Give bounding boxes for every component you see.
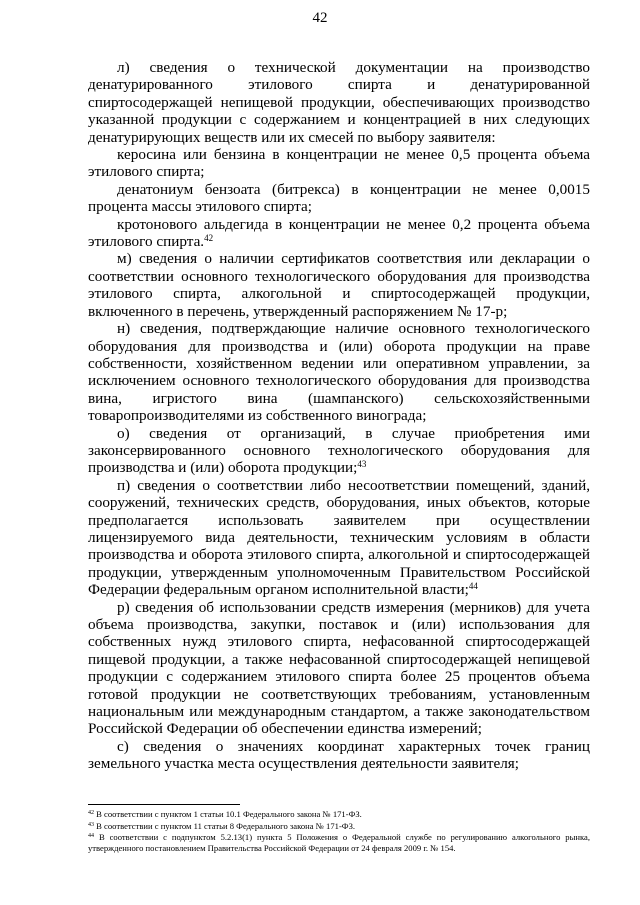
paragraph-r xyxy=(88,599,590,738)
paragraph-text: керосина или бензина в концентрации не менее 0,5 процента объема этилового спирта; xyxy=(88,146,590,181)
footnote-44 xyxy=(88,832,590,853)
paragraph-l xyxy=(88,59,590,146)
footnote-ref-42: 42 xyxy=(204,233,214,244)
footnote-43 xyxy=(88,821,590,832)
paragraph-crotonaldehyde xyxy=(88,216,590,251)
paragraph-text: с) сведения о значениях координат характерных точек границ земельного участка места осуществления деятельности заявителя; xyxy=(88,737,590,773)
footnote-mark: 43 xyxy=(88,821,94,828)
footnote-ref-43: 43 xyxy=(357,459,367,470)
footnote-text: В соответствии с пунктом 11 статьи 8 Федерального закона № 171-ФЗ. xyxy=(96,820,356,831)
paragraph-denatonium xyxy=(88,181,590,216)
footnote-ref-44: 44 xyxy=(468,581,478,592)
footnote-mark: 42 xyxy=(88,810,94,816)
paragraph-p xyxy=(88,477,590,599)
footnote-divider xyxy=(88,804,240,805)
footnote-text: В соответствии с подпунктом 5.2.13(1) пункта 5 Положения о Федеральной службе по регулированию алкогольного рынка, утвержденного постановлением Правительства Российской Федерации от 24 февраля 2009 г. № 154. xyxy=(88,832,590,853)
paragraph-n xyxy=(88,320,590,424)
paragraph-m xyxy=(88,250,590,320)
paragraph-o xyxy=(88,425,590,477)
footnote-mark: 44 xyxy=(88,833,94,840)
paragraph-text: кротонового альдегида в концентрации не менее 0,2 процента объема этилового спирта. xyxy=(88,215,590,251)
main-text xyxy=(88,59,590,773)
footnotes xyxy=(88,809,590,854)
paragraph-text: о) сведения от организаций, в случае приобретения ими законсервированного основного технологического оборудования для производства и (или) оборота продукции; xyxy=(88,424,590,477)
page-number: 42 xyxy=(312,10,328,26)
paragraph-s xyxy=(88,738,590,773)
paragraph-text: л) сведения о технической документации на производство денатурированного этилового спирта и денатурированной спиртосодержащей непищевой продукции, обеспечивающих производство указанной продукции с содержанием и концентрацией в них следующих денатурирующих веществ или их смесей по выбору заявителя: xyxy=(88,59,590,146)
paragraph-text: п) сведения о соответствии либо несоответствии помещений, зданий, сооружений, технических средств, оборудования, иных объектов, которые предполагается использовать заявителем при осуществлении лицензируемого вида деятельности, техническим условиям в области производства и оборота этилового спирта, алкогольной и спиртосодержащей продукции, утвержденным уполномоченным Правительством Российской Федерации федеральным органом исполнительной власти; xyxy=(88,476,590,599)
paragraph-text: м) сведения о наличии сертификатов соответствия или декларации о соответствии основного технологического оборудования для производства этилового спирта, алкогольной и спиртосодержащей продукции, включенного в перечень, утвержденный распоряжением № 17-р; xyxy=(88,250,590,320)
paragraph-text: н) сведения, подтверждающие наличие основного технологического оборудования для производства и (или) оборота продукции на праве собственности, хозяйственном ведении или оперативном управлении, за исключением основного технологического оборудования для производства вина, игристого вина (шампанского) сельскохозяйственными товаропроизводителями из собственного винограда; xyxy=(88,320,590,425)
paragraph-text: р) сведения об использовании средств измерения (мерников) для учета объема производства, закупки, поставок и (или) использования для собственных нужд этилового спирта, нефасованной спиртосодержащей пищевой продукции, а также нефасованной спиртосодержащей непищевой продукции с содержанием этилового спирта более 25 процентов объема готовой продукции не соответствующих требованиям, установленным национальным или международным стандартом, а также законодательством Российской Федерации об обеспечении единства измерений; xyxy=(88,598,590,738)
paragraph-text: денатониум бензоата (битрекса) в концентрации не менее 0,0015 процента массы этилового спирта; xyxy=(88,180,590,216)
footnote-text: В соответствии с пунктом 1 статьи 10.1 Федерального закона № 171-ФЗ. xyxy=(96,809,362,819)
paragraph-kerosene xyxy=(88,146,590,181)
footnote-42 xyxy=(88,809,590,820)
